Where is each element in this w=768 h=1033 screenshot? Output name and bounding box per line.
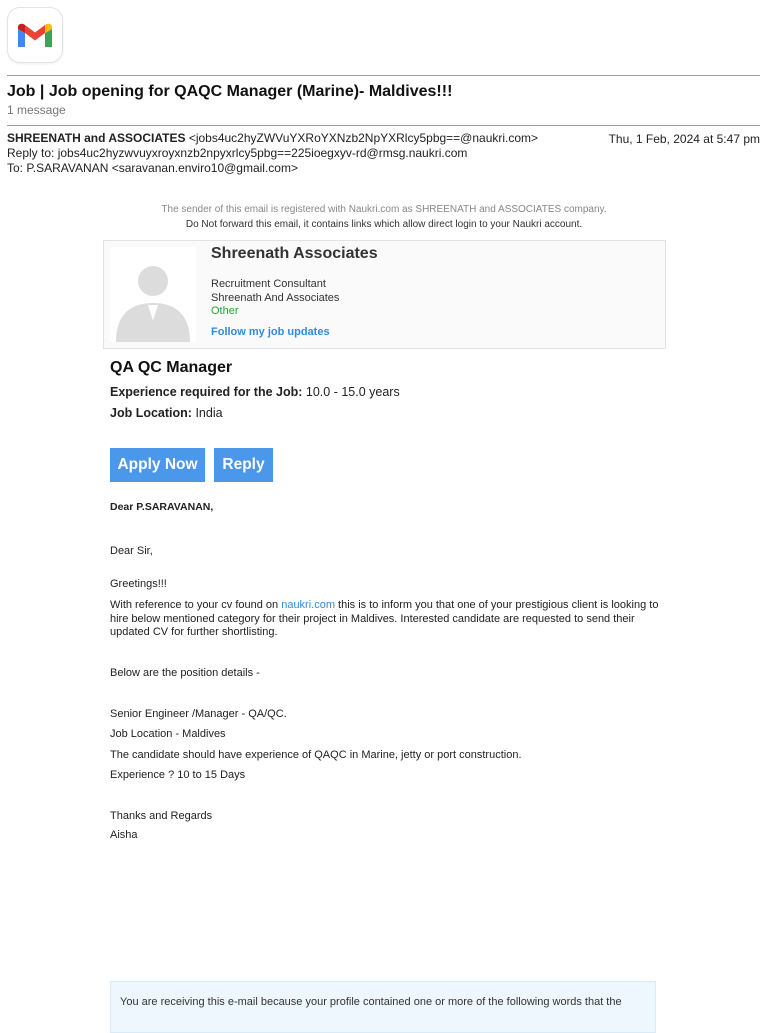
signature: Aisha (110, 829, 138, 841)
reply-button[interactable]: Reply (214, 448, 273, 482)
header-divider (7, 75, 760, 76)
location-line: Job Location - Maldives (110, 728, 226, 740)
person-silhouette-icon (110, 247, 196, 342)
experience-label: Experience required for the Job: (110, 385, 303, 399)
experience-value: 10.0 - 15.0 years (305, 385, 400, 399)
experience-line: Experience ? 10 to 15 Days (110, 769, 246, 781)
recruiter-industry: Other (211, 305, 239, 317)
apply-now-button[interactable]: Apply Now (110, 448, 205, 482)
email-to: To: P.SARAVANAN <saravanan.enviro10@gmail.com> (7, 161, 298, 175)
location-label: Job Location: (110, 406, 192, 420)
job-title: QA QC Manager (110, 359, 233, 376)
position-intro: Below are the position details - (110, 667, 260, 679)
position-line: Senior Engineer /Manager - QA/QC. (110, 708, 287, 720)
intro-text-start: With reference to your cv found on (110, 599, 282, 611)
gmail-m-icon (16, 21, 54, 49)
email-reply-to: Reply to: jobs4uc2hyzwvuyxroyxnzb2npyxrlcy5pbg==225ioegxyv-rd@rmsg.naukri.com (7, 146, 468, 160)
sender-name: SHREENATH and ASSOCIATES (7, 131, 186, 145)
forward-warning: Do Not forward this email, it contains links which allow direct login to your Naukri account. (185, 219, 583, 230)
recruiter-role: Recruitment Consultant (211, 278, 326, 290)
email-date: Thu, 1 Feb, 2024 at 5:47 pm (608, 132, 760, 146)
intro-paragraph (110, 599, 670, 640)
dear-sir: Dear Sir, (110, 545, 153, 557)
email-subject: Job | Job opening for QAQC Manager (Marine)- Maldives!!! (7, 83, 453, 100)
footer-notice (110, 981, 656, 1033)
greetings: Greetings!!! (110, 578, 167, 590)
recruiter-card (103, 240, 666, 349)
naukri-link[interactable]: naukri.com (281, 599, 335, 611)
message-count: 1 message (7, 103, 66, 117)
footer-text: You are receiving this e-mail because your profile contained one or more of the following words that the (120, 996, 622, 1008)
sender-address: <jobs4uc2hyZWVuYXRoYXNzb2NpYXRlcy5pbg==@naukri.com> (188, 131, 539, 145)
intro-text-end: this is to inform you that one of your prestigious client is looking to hire below mentioned category for their project in Maldives. Interested candidate are requested to send their updated CV for further shortlisting. (110, 599, 659, 638)
recruiter-company: Shreenath And Associates (211, 292, 340, 304)
recruiter-name: Shreenath Associates (211, 245, 378, 262)
message-divider (7, 125, 760, 126)
sender-notice: The sender of this email is registered with Naukri.com as SHREENATH and ASSOCIATES company. (161, 204, 607, 215)
closing: Thanks and Regards (110, 810, 213, 822)
job-experience (110, 385, 400, 399)
avatar (110, 247, 196, 342)
gmail-logo (8, 8, 62, 62)
salutation: Dear P.SARAVANAN, (110, 501, 214, 513)
location-value: India (195, 406, 223, 420)
email-from (7, 131, 538, 145)
requirement-line: The candidate should have experience of QAQC in Marine, jetty or port construction. (110, 749, 522, 761)
job-location (110, 406, 223, 420)
follow-job-updates-link[interactable]: Follow my job updates (211, 326, 330, 338)
